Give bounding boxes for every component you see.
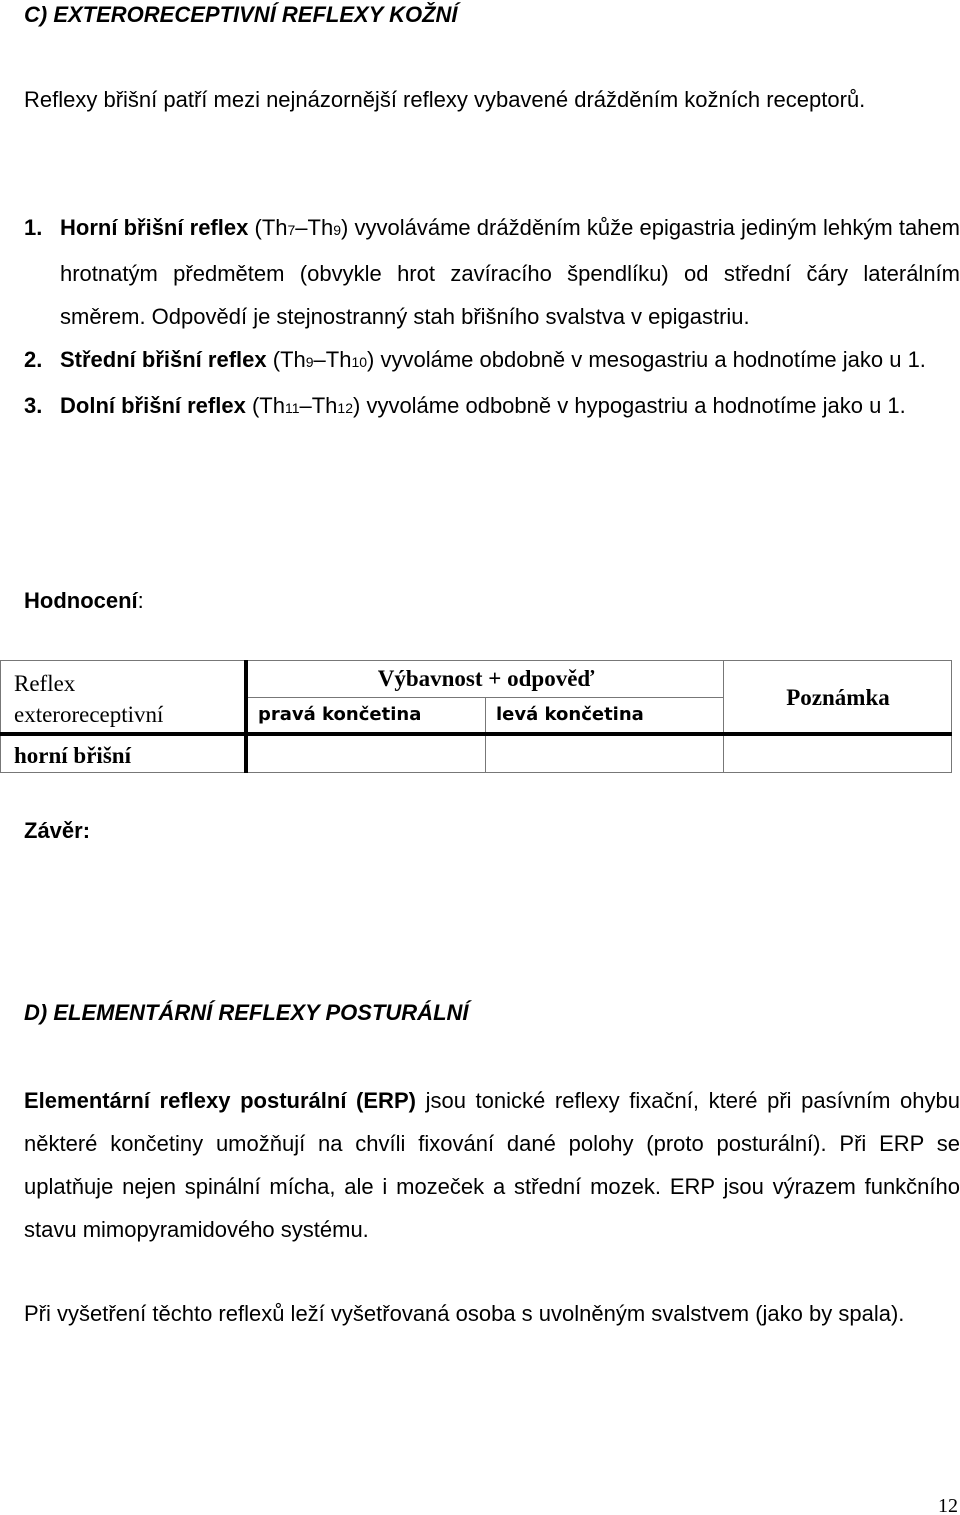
sub-header-left-limb: levá končetina <box>496 704 644 725</box>
list-item <box>24 206 960 338</box>
zaver-label: Závěr: <box>24 818 91 843</box>
segment-end: 10 <box>351 354 368 370</box>
sub-header-right-limb: pravá končetina <box>258 704 422 725</box>
segment-start: 9 <box>305 354 314 370</box>
page-number: 12 <box>938 1495 958 1515</box>
segment-dash: –Th <box>299 393 338 418</box>
segment-end: 9 <box>333 222 342 238</box>
segment-end: 12 <box>337 400 353 416</box>
item-number: 2. <box>24 347 43 372</box>
erp-description: jsou tonické reflexy fixační, které při pasívním ohybu některé končetiny umožňují na chvíli fixování dané polohy (proto posturální). Při ERP se uplatňuje nejen spinální mícha, ale i mozeček a střední mozek. ERP jsou výrazem funkčního stavu mimopyramidového systému. <box>24 1088 960 1242</box>
segment-start: 7 <box>287 222 296 238</box>
col-header-reflex-line2: exteroreceptivní <box>14 702 164 727</box>
examination-paragraph: Při vyšetření těchto reflexů leží vyšetřovaná osoba s uvolněným svalstvem (jako by spala). <box>24 1301 905 1326</box>
segment-start: 11 <box>284 400 300 416</box>
intro-paragraph: Reflexy břišní patří mezi nejnázornější reflexy vybavené drážděním kožních receptorů. <box>24 87 866 112</box>
erp-paragraph <box>24 1079 960 1251</box>
hodnoceni-text: Hodnocení <box>24 588 138 613</box>
item-text: ) vyvoláváme drážděním kůže epigastria jediným lehkým tahem hrotnatým předmětem (obvykle hrot zavíracího špendlíku) od střední čáry laterálním směrem. Odpovědí je stejnostranný stah břišního svalstva v epigastriu. <box>60 215 960 329</box>
row-label-horni-brisni: horní břišní <box>14 743 131 768</box>
group-header: Výbavnost + odpověď <box>377 666 595 691</box>
item-text: ) vyvoláme odbobně v hypogastriu a hodnotíme jako u 1. <box>353 393 906 418</box>
item-name: Střední břišní reflex <box>60 347 267 372</box>
item-number: 3. <box>24 393 43 418</box>
segment-prefix: (Th <box>254 215 288 240</box>
segment-prefix: (Th <box>272 347 306 372</box>
cell-right-limb[interactable] <box>258 743 478 769</box>
section-c-heading: C) EXTERORECEPTIVNÍ REFLEXY KOŽNÍ <box>24 2 458 27</box>
item-name: Dolní břišní reflex <box>60 393 246 418</box>
segment-prefix: (Th <box>251 393 285 418</box>
section-d-heading: D) ELEMENTÁRNÍ REFLEXY POSTURÁLNÍ <box>24 1000 469 1025</box>
col-header-reflex-line1: Reflex <box>14 671 76 696</box>
col-header-reflex <box>14 668 163 730</box>
segment-dash: –Th <box>313 347 352 372</box>
cell-note[interactable] <box>734 743 944 769</box>
col-header-note: Poznámka <box>786 685 890 710</box>
hodnoceni-label <box>24 588 144 614</box>
list-item <box>24 338 960 384</box>
list-item <box>24 384 960 430</box>
segment-dash: –Th <box>295 215 334 240</box>
hodnoceni-colon: : <box>137 588 144 613</box>
cell-left-limb[interactable] <box>496 743 716 769</box>
evaluation-table <box>0 660 952 773</box>
item-name: Horní břišní reflex <box>60 215 249 240</box>
item-text: ) vyvoláme obdobně v mesogastriu a hodnotíme jako u 1. <box>367 347 926 372</box>
item-number: 1. <box>24 215 43 240</box>
reflex-list <box>24 206 960 430</box>
erp-term: Elementární reflexy posturální (ERP) <box>24 1088 416 1113</box>
